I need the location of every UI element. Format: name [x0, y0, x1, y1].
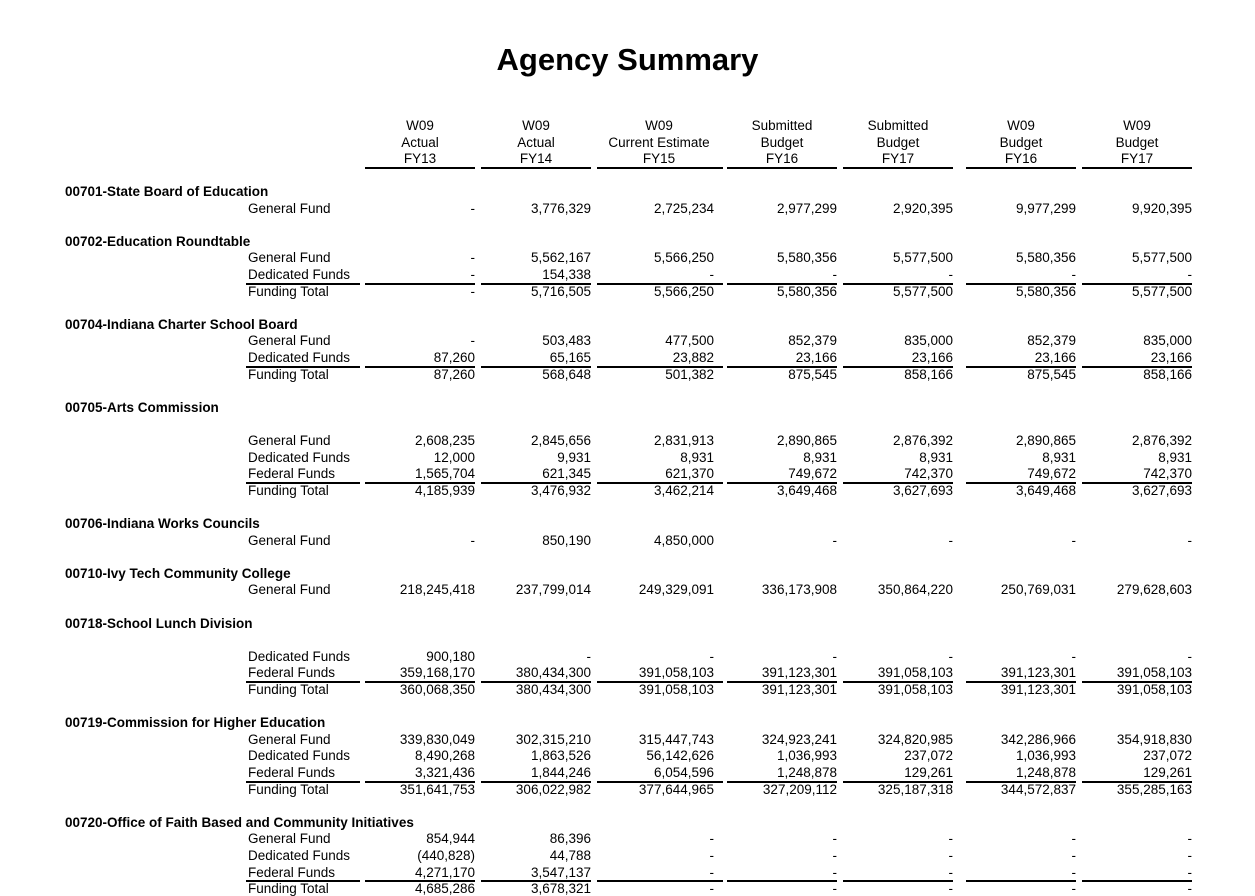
table-cell: 359,168,170 — [399, 665, 475, 681]
row-label-federal-funds: Federal Funds — [248, 665, 336, 681]
row-label-federal-funds: Federal Funds — [248, 864, 336, 880]
table-cell: 391,123,301 — [1000, 665, 1076, 681]
table-cell: - — [470, 267, 475, 282]
table-cell: - — [1187, 864, 1192, 880]
table-cell: 4,185,939 — [414, 482, 475, 498]
table-cell: 344,572,837 — [1000, 781, 1076, 797]
table-cell: 501,382 — [665, 366, 714, 382]
total-rule — [597, 366, 723, 368]
table-cell: - — [832, 831, 837, 847]
total-rule — [481, 482, 591, 484]
table-cell: 5,580,356 — [1015, 250, 1076, 266]
table-cell: 8,931 — [1158, 449, 1192, 465]
row-label-dedicated-funds: Dedicated Funds — [248, 350, 351, 365]
table-cell: 1,565,704 — [414, 466, 475, 482]
table-cell: 2,876,392 — [892, 433, 953, 448]
table-cell: 23,882 — [672, 350, 714, 365]
table-cell: 391,058,103 — [877, 682, 953, 697]
total-rule — [966, 681, 1076, 683]
table-cell: - — [470, 283, 475, 299]
table-cell: 858,166 — [1143, 366, 1192, 382]
table-cell: 87,260 — [433, 350, 475, 365]
table-cell: - — [709, 881, 714, 896]
table-cell: - — [1187, 532, 1192, 548]
total-rule — [843, 482, 953, 484]
table-cell: 6,054,596 — [653, 765, 714, 780]
table-cell: 3,649,468 — [1015, 482, 1076, 498]
table-cell: 23,166 — [795, 350, 837, 365]
total-rule — [966, 781, 1076, 783]
total-rule — [727, 366, 837, 368]
total-rule — [597, 681, 723, 683]
table-cell: 351,641,753 — [399, 781, 475, 797]
table-cell: - — [948, 831, 953, 847]
total-rule — [843, 681, 953, 683]
table-cell: 380,434,300 — [515, 682, 591, 697]
table-cell: 342,286,966 — [1000, 731, 1076, 747]
total-rule — [246, 366, 360, 368]
table-cell: 2,890,865 — [776, 433, 837, 448]
table-cell: 129,261 — [1143, 765, 1192, 780]
table-cell: 3,476,932 — [530, 482, 591, 498]
table-cell: - — [709, 848, 714, 863]
agency-heading: 00706-Indiana Works Councils — [65, 516, 260, 531]
column-header-fy14-actual: W09 Actual FY14 — [517, 118, 555, 166]
table-cell: 23,166 — [1150, 350, 1192, 365]
table-cell: 854,944 — [426, 831, 475, 847]
table-cell: 2,845,656 — [530, 433, 591, 448]
agency-heading: 00705-Arts Commission — [65, 399, 219, 415]
row-label-general-fund: General Fund — [248, 731, 331, 747]
table-cell: - — [1071, 848, 1076, 863]
row-label-dedicated-funds: Dedicated Funds — [248, 267, 351, 282]
table-cell: 568,648 — [542, 366, 591, 382]
total-rule — [727, 482, 837, 484]
agency-heading: 00702-Education Roundtable — [65, 233, 251, 249]
total-rule — [843, 283, 953, 285]
table-cell: - — [1071, 267, 1076, 282]
table-cell: 391,123,301 — [1000, 682, 1076, 697]
table-cell: - — [948, 532, 953, 548]
table-cell: 4,685,286 — [414, 881, 475, 896]
row-label-federal-funds: Federal Funds — [248, 765, 336, 780]
table-cell: 250,769,031 — [1000, 582, 1076, 598]
total-rule — [1082, 283, 1192, 285]
table-cell: 503,483 — [542, 333, 591, 349]
table-cell: - — [1071, 881, 1076, 896]
agency-heading: 00720-Office of Faith Based and Community Initiatives — [65, 814, 414, 830]
row-label-dedicated-funds: Dedicated Funds — [248, 848, 351, 863]
table-cell: 900,180 — [426, 648, 475, 664]
row-label-funding-total: Funding Total — [248, 781, 329, 797]
table-cell: - — [948, 864, 953, 880]
table-cell: 237,072 — [904, 748, 953, 764]
table-cell: - — [832, 648, 837, 664]
table-cell: - — [470, 333, 475, 349]
table-cell: 3,649,468 — [776, 482, 837, 498]
row-label-dedicated-funds: Dedicated Funds — [248, 648, 351, 664]
table-cell: 3,776,329 — [530, 200, 591, 216]
table-cell: - — [948, 648, 953, 664]
column-header-fy17-submitted: Submitted Budget FY17 — [867, 118, 929, 166]
total-rule — [246, 283, 360, 285]
table-cell: 850,190 — [542, 532, 591, 548]
column-header-fy13-actual: W09 Actual FY13 — [401, 118, 439, 166]
table-cell: - — [586, 648, 591, 664]
total-rule — [966, 880, 1076, 882]
table-cell: 325,187,318 — [877, 781, 953, 797]
table-cell: 4,271,170 — [414, 864, 475, 880]
table-cell: - — [709, 267, 714, 282]
table-cell: 391,058,103 — [638, 665, 714, 681]
table-cell: 2,725,234 — [653, 200, 714, 216]
table-cell: 1,036,993 — [776, 748, 837, 764]
table-cell: - — [1071, 864, 1076, 880]
row-label-general-fund: General Fund — [248, 333, 331, 349]
table-cell: 2,920,395 — [892, 200, 953, 216]
total-rule — [727, 880, 837, 882]
table-cell: 56,142,626 — [646, 748, 714, 764]
total-rule — [246, 880, 360, 882]
table-cell: - — [832, 864, 837, 880]
table-cell: 306,022,982 — [515, 781, 591, 797]
table-cell: - — [470, 200, 475, 216]
table-cell: 3,462,214 — [653, 482, 714, 498]
table-cell: 8,931 — [680, 449, 714, 465]
total-rule — [365, 681, 475, 683]
total-rule — [966, 366, 1076, 368]
total-rule — [1082, 366, 1192, 368]
row-label-general-fund: General Fund — [248, 200, 331, 216]
row-label-funding-total: Funding Total — [248, 283, 329, 299]
row-label-general-fund: General Fund — [248, 250, 331, 266]
table-cell: - — [1071, 532, 1076, 548]
table-cell: 5,566,250 — [653, 283, 714, 299]
agency-heading: 00718-School Lunch Division — [65, 615, 253, 631]
table-cell: 339,830,049 — [399, 731, 475, 747]
table-cell: 23,166 — [1034, 350, 1076, 365]
table-cell: 2,831,913 — [653, 433, 714, 448]
table-cell: 3,321,436 — [414, 765, 475, 780]
table-cell: 65,165 — [549, 350, 591, 365]
table-cell: 8,931 — [919, 449, 953, 465]
table-cell: 5,577,500 — [892, 283, 953, 299]
table-cell: 749,672 — [788, 466, 837, 482]
table-cell: - — [948, 881, 953, 896]
table-cell: 324,923,241 — [761, 731, 837, 747]
table-cell: 315,447,743 — [638, 731, 714, 747]
table-cell: - — [832, 532, 837, 548]
table-cell: 87,260 — [433, 366, 475, 382]
total-rule — [1082, 880, 1192, 882]
total-rule — [365, 482, 475, 484]
total-rule — [481, 681, 591, 683]
table-cell: 8,931 — [803, 449, 837, 465]
table-cell: 391,058,103 — [1116, 665, 1192, 681]
agency-heading: 00701-State Board of Education — [65, 184, 269, 199]
table-cell: 1,248,878 — [1015, 765, 1076, 780]
total-rule — [481, 781, 591, 783]
table-cell: 5,580,356 — [776, 283, 837, 299]
table-cell: 391,123,301 — [761, 682, 837, 697]
table-cell: 852,379 — [1027, 333, 1076, 349]
total-rule — [727, 781, 837, 783]
table-cell: 5,577,500 — [1131, 250, 1192, 266]
total-rule — [365, 781, 475, 783]
column-header-fy15-estimate: W09 Current Estimate FY15 — [608, 118, 710, 166]
table-cell: 5,580,356 — [1015, 283, 1076, 299]
total-rule — [481, 283, 591, 285]
total-rule — [727, 283, 837, 285]
table-cell: 327,209,112 — [762, 781, 837, 797]
table-cell: 2,977,299 — [776, 200, 837, 216]
total-rule — [1082, 681, 1192, 683]
table-cell: 8,931 — [1042, 449, 1076, 465]
table-cell: 302,315,210 — [515, 731, 591, 747]
table-cell: - — [470, 250, 475, 266]
row-label-general-fund: General Fund — [248, 532, 331, 548]
table-cell: 3,678,321 — [530, 881, 591, 896]
table-cell: 2,876,392 — [1131, 433, 1192, 448]
table-cell: 391,123,301 — [761, 665, 837, 681]
table-cell: - — [948, 267, 953, 282]
table-cell: 8,490,268 — [414, 748, 475, 764]
total-rule — [843, 880, 953, 882]
table-cell: 5,580,356 — [776, 250, 837, 266]
total-rule — [365, 283, 475, 285]
table-cell: 1,844,246 — [530, 765, 591, 780]
table-cell: 3,627,693 — [892, 482, 953, 498]
column-header-fy16-budget: W09 Budget FY16 — [999, 118, 1043, 166]
table-cell: 129,261 — [904, 765, 953, 780]
table-cell: 12,000 — [433, 449, 475, 465]
table-cell: - — [1071, 831, 1076, 847]
table-cell: 391,058,103 — [638, 682, 714, 697]
table-cell: 3,547,137 — [530, 864, 591, 880]
total-rule — [966, 482, 1076, 484]
row-label-funding-total: Funding Total — [248, 881, 329, 896]
table-cell: 380,434,300 — [515, 665, 591, 681]
table-cell: - — [470, 532, 475, 548]
table-cell: 2,608,235 — [414, 433, 475, 448]
table-cell: 5,577,500 — [892, 250, 953, 266]
agency-heading: 00710-Ivy Tech Community College — [65, 565, 291, 581]
table-cell: (440,828) — [417, 848, 475, 863]
total-rule — [246, 482, 360, 484]
table-cell: 336,173,908 — [761, 582, 837, 598]
total-rule — [246, 681, 360, 683]
table-cell: 377,644,965 — [638, 781, 714, 797]
table-cell: 391,058,103 — [877, 665, 953, 681]
total-rule — [727, 681, 837, 683]
table-cell: 324,820,985 — [877, 731, 953, 747]
table-cell: 749,672 — [1027, 466, 1076, 482]
table-cell: 742,370 — [1143, 466, 1192, 482]
agency-heading: 00704-Indiana Charter School Board — [65, 316, 298, 332]
total-rule — [1082, 781, 1192, 783]
table-cell: 44,788 — [549, 848, 591, 863]
total-rule — [246, 781, 360, 783]
table-cell: 5,566,250 — [653, 250, 714, 266]
table-cell: 1,036,993 — [1015, 748, 1076, 764]
table-cell: 1,248,878 — [776, 765, 837, 780]
table-cell: 835,000 — [904, 333, 953, 349]
row-label-dedicated-funds: Dedicated Funds — [248, 748, 351, 764]
table-cell: 86,396 — [549, 831, 591, 847]
table-cell: - — [1187, 881, 1192, 896]
table-cell: 621,370 — [665, 466, 714, 482]
total-rule — [597, 482, 723, 484]
table-cell: 5,577,500 — [1131, 283, 1192, 299]
table-cell: 9,977,299 — [1015, 200, 1076, 216]
table-cell: - — [1187, 848, 1192, 863]
table-cell: 742,370 — [904, 466, 953, 482]
total-rule — [481, 880, 591, 882]
total-rule — [597, 880, 723, 882]
table-cell: 355,285,163 — [1116, 781, 1192, 797]
total-rule — [597, 781, 723, 783]
table-cell: - — [832, 848, 837, 863]
table-cell: - — [709, 831, 714, 847]
table-cell: 9,920,395 — [1131, 200, 1192, 216]
table-cell: 23,166 — [911, 350, 953, 365]
row-label-federal-funds: Federal Funds — [248, 466, 336, 482]
column-header-fy17-budget: W09 Budget FY17 — [1115, 118, 1159, 166]
table-cell: 477,500 — [665, 333, 714, 349]
table-cell: 1,863,526 — [530, 748, 591, 764]
table-cell: - — [1187, 831, 1192, 847]
table-cell: 237,799,014 — [515, 582, 591, 598]
table-cell: - — [709, 648, 714, 664]
table-cell: 852,379 — [788, 333, 837, 349]
table-cell: - — [832, 881, 837, 896]
table-cell: 835,000 — [1143, 333, 1192, 349]
row-label-general-fund: General Fund — [248, 582, 331, 598]
table-cell: 875,545 — [788, 366, 837, 382]
table-cell: 391,058,103 — [1116, 682, 1192, 697]
table-cell: 154,338 — [542, 267, 591, 282]
row-label-general-fund: General Fund — [248, 831, 331, 847]
row-label-funding-total: Funding Total — [248, 682, 329, 697]
table-cell: 279,628,603 — [1116, 582, 1192, 598]
table-cell: 2,890,865 — [1015, 433, 1076, 448]
total-rule — [597, 283, 723, 285]
row-label-funding-total: Funding Total — [248, 482, 329, 498]
total-rule — [365, 880, 475, 882]
total-rule — [365, 366, 475, 368]
table-cell: 858,166 — [904, 366, 953, 382]
table-cell: 4,850,000 — [653, 532, 714, 548]
total-rule — [481, 366, 591, 368]
total-rule — [966, 283, 1076, 285]
table-cell: - — [832, 267, 837, 282]
total-rule — [1082, 482, 1192, 484]
agency-heading: 00719-Commission for Higher Education — [65, 715, 326, 731]
table-cell: - — [948, 848, 953, 863]
table-cell: 5,716,505 — [530, 283, 591, 299]
total-rule — [843, 781, 953, 783]
total-rule — [843, 366, 953, 368]
table-cell: 360,068,350 — [399, 682, 475, 697]
table-cell: - — [1187, 648, 1192, 664]
table-cell: - — [1071, 648, 1076, 664]
row-label-general-fund: General Fund — [248, 433, 331, 448]
table-cell: 3,627,693 — [1131, 482, 1192, 498]
page-title: Agency Summary — [496, 42, 759, 77]
table-cell: 237,072 — [1143, 748, 1192, 764]
table-cell: 875,545 — [1027, 366, 1076, 382]
row-label-dedicated-funds: Dedicated Funds — [248, 449, 351, 465]
table-cell: - — [709, 864, 714, 880]
table-cell: 354,918,830 — [1116, 731, 1192, 747]
table-cell: - — [1187, 267, 1192, 282]
table-cell: 5,562,167 — [530, 250, 591, 266]
table-cell: 218,245,418 — [399, 582, 475, 598]
table-cell: 249,329,091 — [638, 582, 714, 598]
table-cell: 9,931 — [557, 449, 591, 465]
table-cell: 350,864,220 — [877, 582, 953, 598]
row-label-funding-total: Funding Total — [248, 366, 329, 382]
table-cell: 621,345 — [542, 466, 591, 482]
column-header-fy16-submitted: Submitted Budget FY16 — [751, 118, 813, 166]
